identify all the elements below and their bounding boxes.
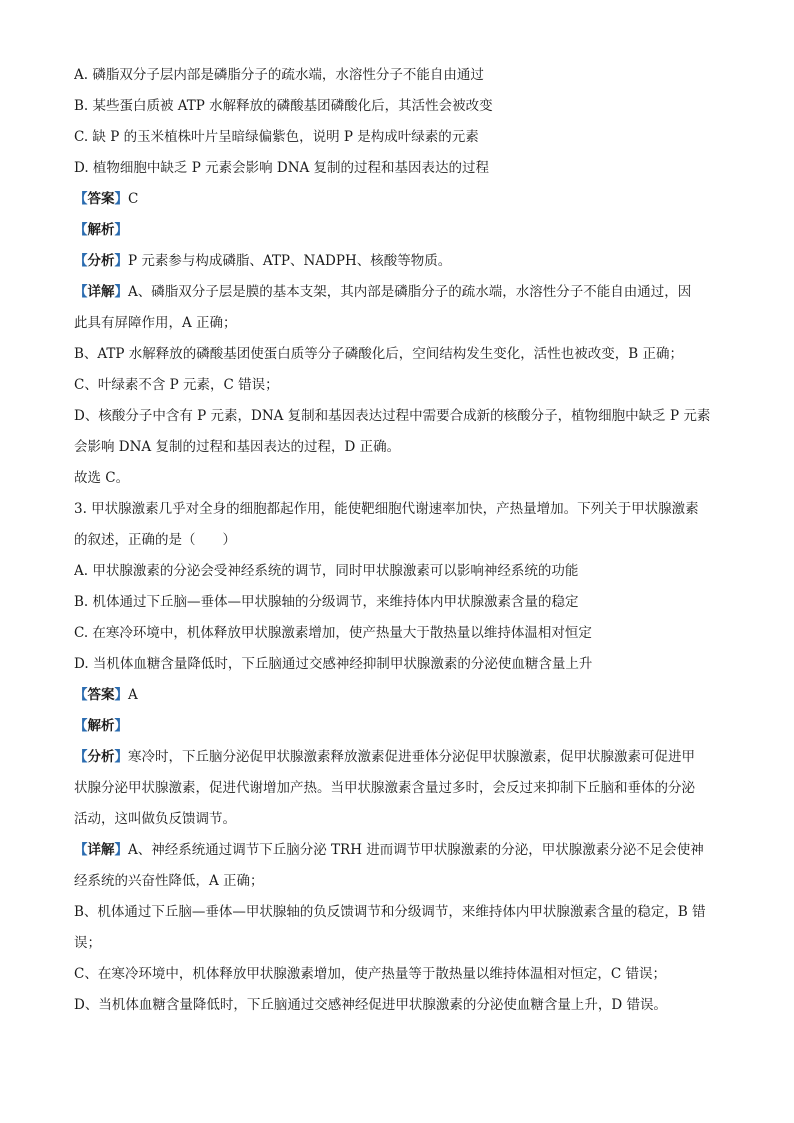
q3-xiangjie-tag: 详解 — [87, 842, 115, 858]
q3-option-a: A. 甲状腺激素的分泌会受神经系统的调节，同时甲状腺激素可以影响神经系统的功能 — [74, 563, 579, 579]
q3-option-b: B. 机体通过下丘脑—垂体—甲状腺轴的分级调节，来维持体内甲状腺激素含量的稳定 — [74, 594, 579, 610]
q2-analysis-tag: 解析 — [87, 222, 115, 238]
q2-xiangjie-text-1: A、磷脂双分子层是膜的基本支架，其内部是磷脂分子的疏水端，水溶性分子不能自由通过，因 — [128, 284, 692, 300]
q3-xiangjie-line-4: 误； — [74, 935, 101, 951]
q2-xiangjie-tag: 详解 — [87, 284, 115, 300]
q2-option-a: A. 磷脂双分子层内部是磷脂分子的疏水端，水溶性分子不能自由通过 — [74, 67, 484, 83]
q3-stem-line-1: 3. 甲状腺激素几乎对全身的细胞都起作用，能使靶细胞代谢速率加快，产热量增加。下列关于甲状腺激素 — [74, 501, 699, 517]
q3-fenxi-line-2: 状腺分泌甲状腺激素，促进代谢增加产热。当甲状腺激素含量过多时，会反过来抑制下丘脑和垂体的分泌 — [74, 780, 695, 796]
q2-xiangjie-line-1: 【详解】A、磷脂双分子层是膜的基本支架，其内部是磷脂分子的疏水端，水溶性分子不能自由通过，因 — [74, 284, 692, 300]
q2-xiangjie-line-6: 会影响 DNA 复制的过程和基因表达的过程，D 正确。 — [74, 439, 401, 455]
q2-fenxi: 【分析】P 元素参与构成磷脂、ATP、NADPH、核酸等物质。 — [74, 253, 452, 269]
q2-fenxi-tag: 分析 — [87, 253, 115, 269]
q3-xiangjie-line-1: 【详解】A、神经系统通过调节下丘脑分泌 TRH 进而调节甲状腺激素的分泌，甲状腺激素分泌不足会使神 — [74, 842, 704, 858]
q3-xiangjie-line-3: B、机体通过下丘脑—垂体—甲状腺轴的负反馈调节和分级调节，来维持体内甲状腺激素含量的稳定，B 错 — [74, 904, 706, 920]
q3-analysis-heading: 【解析】 — [74, 718, 128, 734]
q3-xiangjie-line-5: C、在寒冷环境中，机体释放甲状腺激素增加，使产热量等于散热量以维持体温相对恒定，C 错误； — [74, 966, 666, 982]
q3-fenxi-text-1: 寒冷时，下丘脑分泌促甲状腺激素释放激素促进垂体分泌促甲状腺激素，促甲状腺激素可促进甲 — [128, 749, 695, 765]
q2-xiangjie-line-3: B、ATP 水解释放的磷酸基团使蛋白质等分子磷酸化后，空间结构发生变化，活性也被改变，B 正确； — [74, 346, 684, 362]
q3-option-c: C. 在寒冷环境中，机体释放甲状腺激素增加，使产热量大于散热量以维持体温相对恒定 — [74, 625, 592, 641]
q3-analysis-tag: 解析 — [87, 718, 115, 734]
q2-conclusion: 故选 C。 — [74, 470, 130, 486]
q3-answer: 【答案】A — [74, 687, 138, 703]
q2-analysis-heading: 【解析】 — [74, 222, 128, 238]
q3-fenxi-line-3: 活动，这叫做负反馈调节。 — [74, 811, 236, 827]
q2-option-c: C. 缺 P 的玉米植株叶片呈暗绿偏紫色，说明 P 是构成叶绿素的元素 — [74, 129, 479, 145]
q2-option-b: B. 某些蛋白质被 ATP 水解释放的磷酸基团磷酸化后，其活性会被改变 — [74, 98, 493, 114]
q3-xiangjie-text-1: A、神经系统通过调节下丘脑分泌 TRH 进而调节甲状腺激素的分泌，甲状腺激素分泌不足会使神 — [128, 842, 704, 858]
q3-fenxi-tag: 分析 — [87, 749, 115, 765]
q2-xiangjie-line-2: 此具有屏障作用，A 正确； — [74, 315, 237, 331]
q2-answer-value: C — [128, 191, 139, 207]
q2-xiangjie-line-5: D、核酸分子中含有 P 元素，DNA 复制和基因表达过程中需要合成新的核酸分子，植物细胞中缺乏 P 元素 — [74, 408, 711, 424]
q3-answer-tag: 答案 — [87, 687, 115, 703]
document-page — [74, 60, 726, 1021]
q3-answer-value: A — [128, 687, 138, 703]
q3-stem-line-2: 的叙述，正确的是（ ） — [74, 532, 236, 548]
q3-option-d: D. 当机体血糖含量降低时，下丘脑通过交感神经抑制甲状腺激素的分泌使血糖含量上升 — [74, 656, 593, 672]
q3-fenxi-line-1: 【分析】寒冷时，下丘脑分泌促甲状腺激素释放激素促进垂体分泌促甲状腺激素，促甲状腺激素可促进甲 — [74, 749, 695, 765]
q3-xiangjie-line-2: 经系统的兴奋性降低，A 正确； — [74, 873, 264, 889]
q2-option-d: D. 植物细胞中缺乏 P 元素会影响 DNA 复制的过程和基因表达的过程 — [74, 160, 490, 176]
q2-answer-tag: 答案 — [87, 191, 115, 207]
q3-xiangjie-line-6: D、当机体血糖含量降低时，下丘脑通过交感神经促进甲状腺激素的分泌使血糖含量上升，D 错误。 — [74, 997, 667, 1013]
q2-answer: 【答案】C — [74, 191, 139, 207]
q2-xiangjie-line-4: C、叶绿素不含 P 元素，C 错误； — [74, 377, 279, 393]
q2-fenxi-text: P 元素参与构成磷脂、ATP、NADPH、核酸等物质。 — [128, 253, 452, 269]
